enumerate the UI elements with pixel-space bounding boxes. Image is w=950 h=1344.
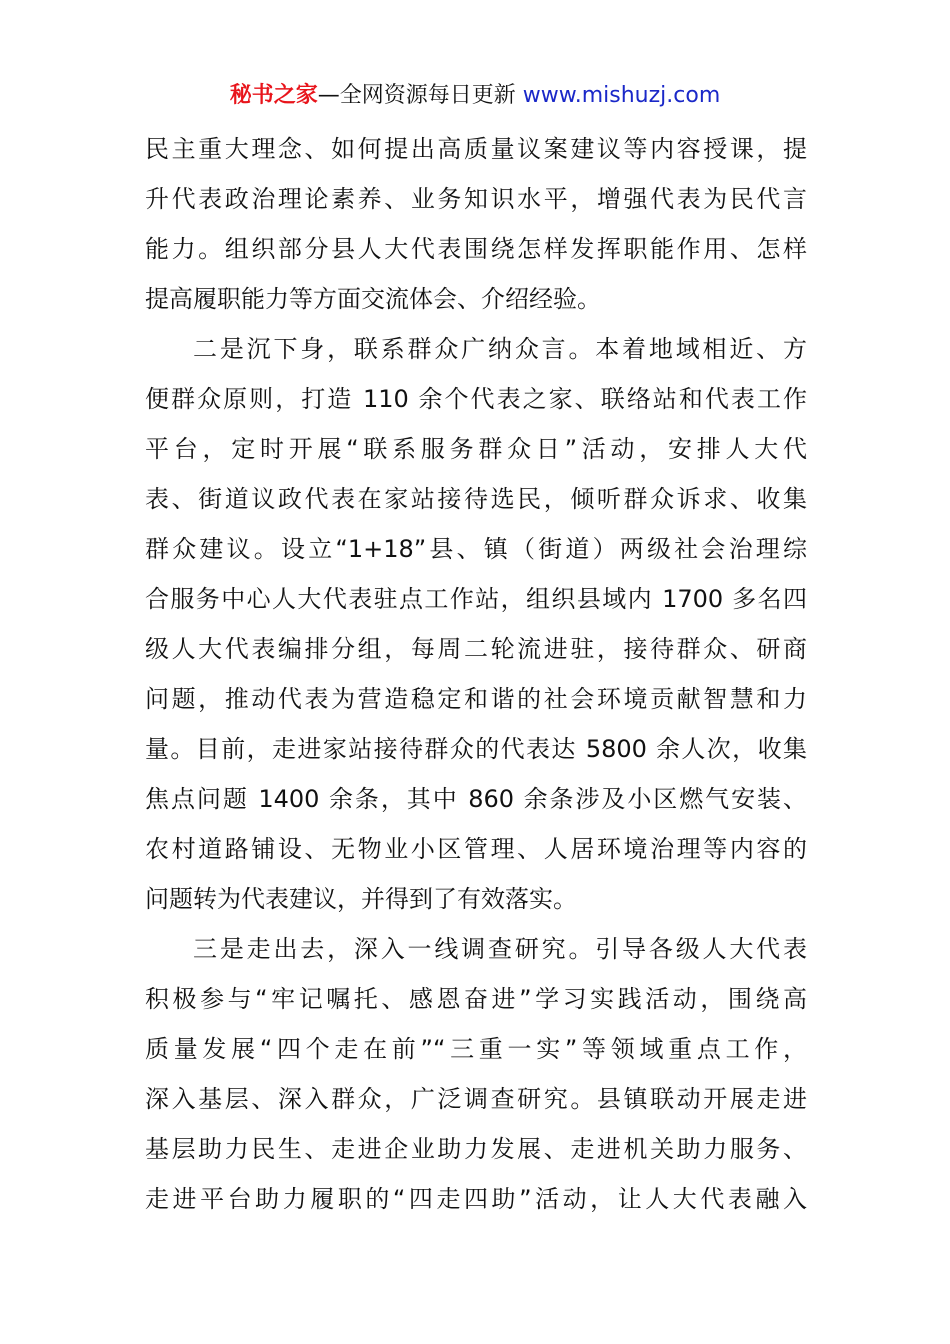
paragraph-start-line: 二是沉下身，联系群众广纳众言。本着地域相近、方	[193, 335, 807, 363]
text-line: 民主重大理念、如何提出高质量议案建议等内容授课，提	[145, 135, 807, 163]
text-line: 深入基层、深入群众，广泛调查研究。县镇联动开展走进	[145, 1085, 807, 1113]
site-brand: 秘书之家	[229, 83, 318, 108]
text-line: 能力。组织部分县人大代表围绕怎样发挥职能作用、怎样	[145, 235, 807, 263]
site-tagline: —全网资源每日更新	[317, 83, 523, 108]
text-line: 问题，推动代表为营造稳定和谐的社会环境贡献智慧和力	[145, 685, 807, 713]
text-line: 便群众原则，打造 110 余个代表之家、联络站和代表工作	[145, 385, 807, 413]
document-body	[145, 124, 807, 1224]
text-line: 问题转为代表建议，并得到了有效落实。	[145, 885, 577, 913]
text-line: 积极参与“牢记嘱托、感恩奋进”学习实践活动，围绕高	[145, 985, 807, 1013]
text-line: 合服务中心人大代表驻点工作站，组织县域内 1700 多名四	[145, 585, 807, 613]
text-line: 平台，定时开展“联系服务群众日”活动，安排人大代	[145, 435, 807, 463]
text-line: 表、街道议政代表在家站接待选民，倾听群众诉求、收集	[145, 485, 807, 513]
text-line: 升代表政治理论素养、业务知识水平，增强代表为民代言	[145, 185, 807, 213]
text-line: 基层助力民生、走进企业助力发展、走进机关助力服务、	[145, 1135, 807, 1163]
site-header	[0, 80, 950, 112]
text-line: 级人大代表编排分组，每周二轮流进驻，接待群众、研商	[145, 635, 807, 663]
site-url-link[interactable]: www.mishuzj.com	[522, 83, 721, 108]
text-line: 焦点问题 1400 余条，其中 860 余条涉及小区燃气安装、	[145, 785, 807, 813]
text-line: 农村道路铺设、无物业小区管理、人居环境治理等内容的	[145, 835, 807, 863]
text-line: 走进平台助力履职的“四走四助”活动，让人大代表融入	[145, 1185, 807, 1213]
text-line: 群众建议。设立“1+18”县、镇（街道）两级社会治理综	[145, 535, 807, 563]
paragraph-start-line: 三是走出去，深入一线调查研究。引导各级人大代表	[193, 935, 807, 963]
text-line: 质量发展“四个走在前”“三重一实”等领域重点工作，	[145, 1035, 807, 1063]
text-line: 提高履职能力等方面交流体会、介绍经验。	[145, 285, 601, 313]
text-line: 量。目前，走进家站接待群众的代表达 5800 余人次，收集	[145, 735, 807, 763]
